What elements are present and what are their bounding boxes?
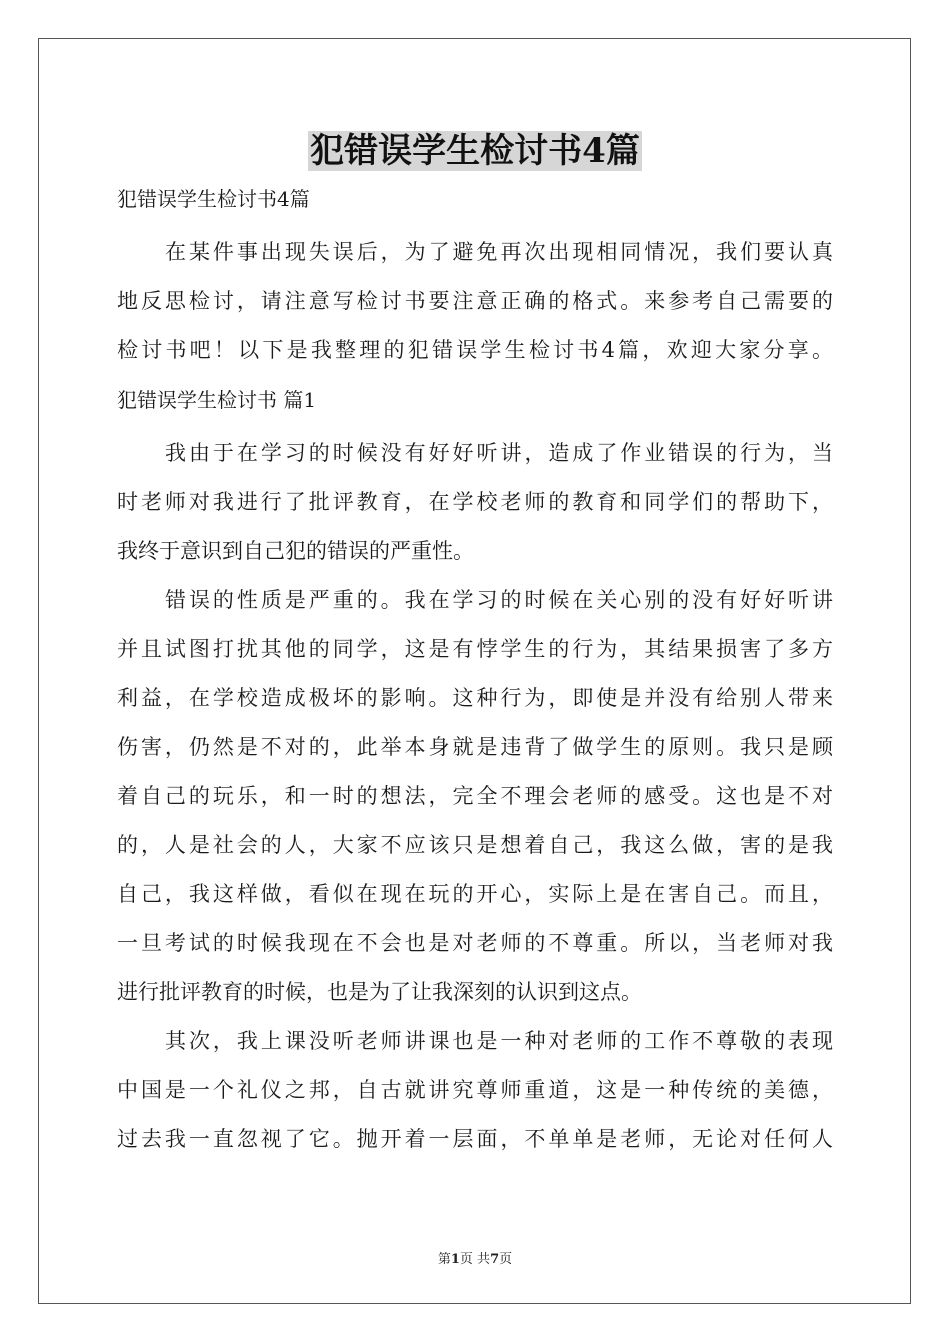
- paragraph-3: [117, 1017, 833, 1164]
- footer-page-mid: 页 共: [459, 1252, 491, 1267]
- paragraph-line: 伤害，仍然是不对的，此举本身就是违背了做学生的原则。我只是顾: [117, 735, 833, 759]
- footer-page-prefix: 第: [437, 1252, 451, 1267]
- paragraph-line: 过去我一直忽视了它。抛开着一层面，不单单是老师，无论对任何人: [117, 1127, 833, 1151]
- paragraph-line: 中国是一个礼仪之邦，自古就讲究尊师重道，这是一种传统的美德，: [117, 1078, 833, 1102]
- paragraph-line: 利益，在学校造成极坏的影响。这种行为，即使是并没有给别人带来: [117, 686, 833, 710]
- paragraph-2: [117, 576, 833, 1017]
- document-title: [0, 128, 950, 174]
- footer-page-suffix: 页: [499, 1252, 513, 1267]
- paragraph-line: 我终于意识到自己犯的错误的严重性。: [117, 539, 474, 563]
- intro-line: 在某件事出现失误后，为了避免再次出现相同情况，我们要认真: [165, 240, 833, 264]
- paragraph-line: 着自己的玩乐，和一时的想法，完全不理会老师的感受。这也是不对: [117, 784, 833, 808]
- intro-line: 检讨书吧！以下是我整理的犯错误学生检讨书4篇，欢迎大家分享。: [117, 338, 833, 362]
- paragraph-line: 其次，我上课没听老师讲课也是一种对老师的工作不尊敬的表现: [165, 1029, 833, 1053]
- document-body: [117, 178, 833, 1164]
- intro-line: 地反思检讨，请注意写检讨书要注意正确的格式。来参考自己需要的: [117, 289, 833, 313]
- paragraph-line: 进行批评教育的时候，也是为了让我深刻的认识到这点。: [117, 980, 642, 1004]
- paragraph-line: 我由于在学习的时候没有好好听讲，造成了作业错误的行为，当: [165, 441, 833, 465]
- intro-paragraph: [117, 228, 833, 375]
- paragraph-1: [117, 429, 833, 576]
- paragraph-line: 自己，我这样做，看似在现在玩的开心，实际上是在害自己。而且，: [117, 882, 833, 906]
- section-heading: 犯错误学生检讨书 篇1: [117, 388, 317, 412]
- paragraph-line: 时老师对我进行了批评教育，在学校老师的教育和同学们的帮助下，: [117, 490, 833, 514]
- paragraph-line: 的，人是社会的人，大家不应该只是想着自己，我这么做，害的是我: [117, 833, 833, 857]
- paragraph-line: 并且试图打扰其他的同学，这是有悖学生的行为，其结果损害了多方: [117, 637, 833, 661]
- paragraph-line: 错误的性质是严重的。我在学习的时候在关心别的没有好好听讲: [165, 588, 833, 612]
- footer-page-total: 7: [490, 1252, 500, 1267]
- document-subtitle: 犯错误学生检讨书4篇: [117, 187, 310, 211]
- paragraph-line: 一旦考试的时候我现在不会也是对老师的不尊重。所以，当老师对我: [117, 931, 833, 955]
- footer-page-current: 1: [450, 1252, 460, 1267]
- page-footer: [0, 1248, 950, 1267]
- document-title-text: 犯错误学生检讨书4篇: [310, 131, 640, 171]
